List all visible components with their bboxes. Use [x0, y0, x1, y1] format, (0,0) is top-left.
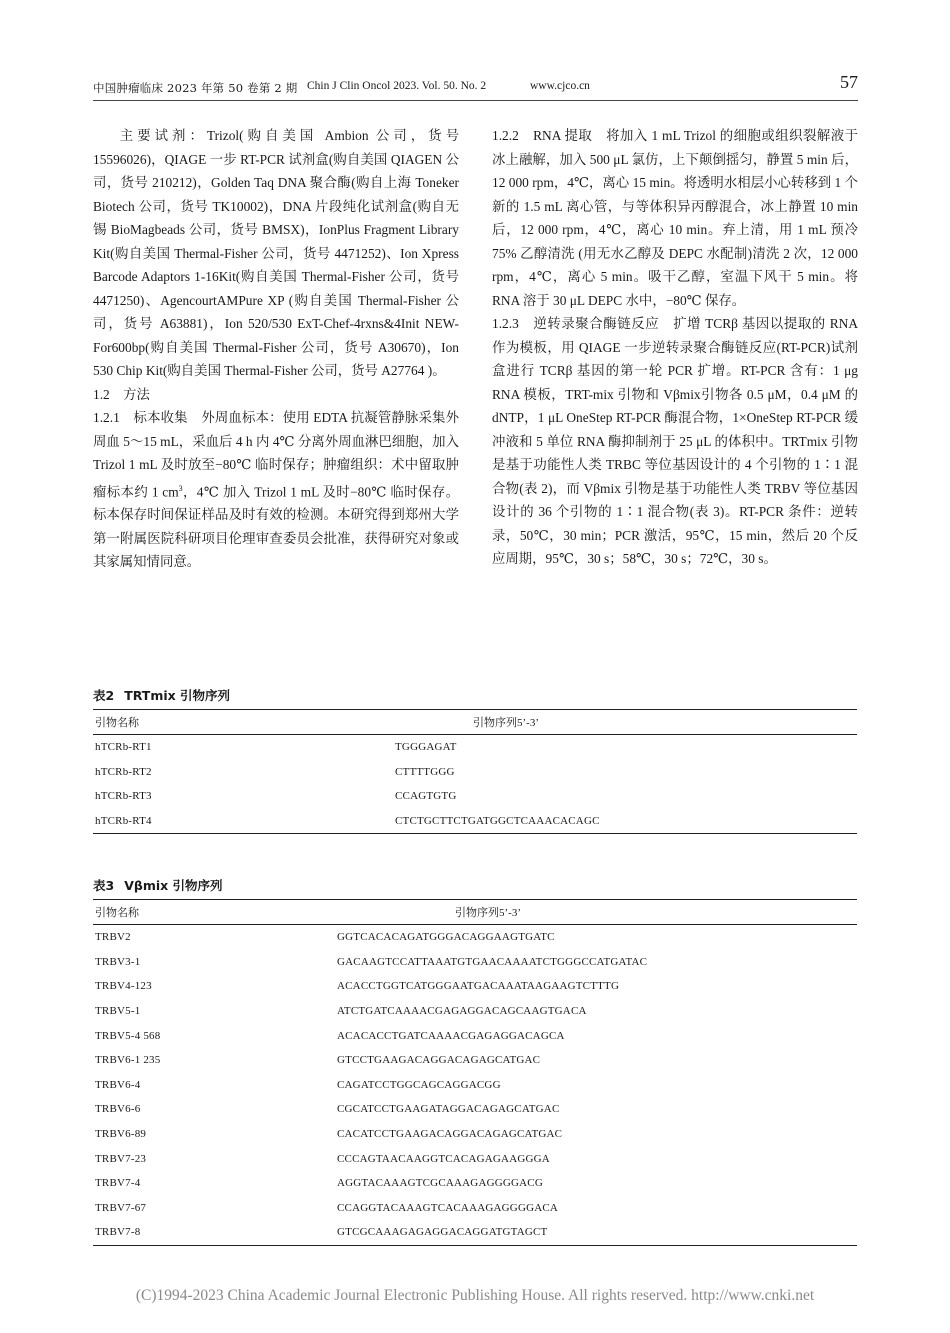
section-1-2-3-title: 1.2.3 逆转录聚合酶链反应 — [492, 316, 660, 331]
section-1-2-1-title: 1.2.1 标本收集 — [93, 410, 188, 425]
table2-title: TRTmix 引物序列 — [124, 688, 231, 703]
table3-vbmix-primers — [93, 899, 857, 1246]
table-header-row — [93, 900, 857, 925]
table-row — [93, 809, 857, 834]
primer-name-cell: hTCRb-RT4 — [95, 815, 152, 828]
rna-extraction-paragraph — [492, 124, 858, 312]
running-header — [93, 72, 858, 101]
rt-pcr-text: 扩增 TCRβ 基因以提取的 RNA 作为模板，用 QIAGE 一步逆转录聚合酶链反应(RT-PCR)试剂盒进行 TCRβ 基因的第一轮 PCR 扩增。RT-PCR 含有：1 μg RNA 模板，TRT-mix 引物和 Vβmix引物各 0.5 μM，0.4 μM 的 dNTP，1 μL OneStep RT-PCR 酶混合物，1×OneStep RT-PCR 缓冲液和 5 单位 RNA 酶抑制剂于 25 μL 的体积中。TRTmix 引物是基于功能性人类 TRBC 等位基因设计的 4 个引物的 1∶1 混合物(表 2)，而 Vβmix 引物是基于功能性人类 TRBV 等位基因设计的 36 个引物的 1∶1 混合物(表 3)。RT-PCR 条件：逆转录，50℃，30 min；PCR 激活，95℃，15 min，然后 20 个反应周期，95℃，30 s；58℃，30 s；72℃，30 s。 — [492, 316, 858, 566]
table-row — [93, 1220, 857, 1245]
sample-collection-text: 外周血标本：使用 EDTA 抗凝管静脉采集外周血 5～15 mL，采血后 4 h 内 4℃ 分离外周血淋巴细胞，加入 Trizol 1 mL 及时放至−80℃ 临时保存；肿瘤组织：术中留取肿瘤标本约 1 cm — [93, 410, 459, 499]
primer-name-cell: TRBV6-4 — [95, 1078, 141, 1091]
primer-name-cell: TRBV7-4 — [95, 1177, 141, 1190]
journal-website[interactable]: www.cjco.cn — [530, 80, 590, 92]
primer-name-cell: TRBV6-89 — [95, 1128, 147, 1141]
primer-sequence-cell: TGGGAGAT — [395, 741, 457, 754]
primer-name-cell: TRBV7-8 — [95, 1226, 141, 1239]
table2-caption — [93, 686, 230, 704]
table-header-row — [93, 710, 857, 735]
table-row — [93, 784, 857, 809]
cubic-superscript: 3 — [178, 483, 183, 493]
table-row — [93, 1073, 857, 1098]
primer-sequence-cell: CCAGGTACAAAGTCACAAAGAGGGGACA — [337, 1201, 559, 1214]
primer-sequence-cell: CCAGTGTG — [395, 790, 457, 803]
table-row — [93, 1048, 857, 1073]
primer-name-cell: hTCRb-RT3 — [95, 790, 152, 803]
journal-name: 中国肿瘤临床 2023 年第 50 卷第 2 期 — [93, 81, 298, 95]
primer-sequence-cell: CGCATCCTGAAGATAGGACAGAGCATGAC — [337, 1103, 560, 1116]
section-1-2-2-title: 1.2.2 RNA 提取 — [492, 128, 593, 143]
primer-name-cell: TRBV5-1 — [95, 1005, 141, 1018]
primer-sequence-cell: ACACCTGGTCATGGGAATGACAAATAAGAAGTCTTTG — [337, 980, 620, 993]
primer-name-cell: hTCRb-RT1 — [95, 741, 152, 754]
primer-sequence-cell: CTTTTGGG — [395, 765, 455, 778]
primer-sequence-cell: GTCCTGAAGACAGGACAGAGCATGAC — [337, 1054, 541, 1067]
table-row — [93, 999, 857, 1024]
table-row — [93, 974, 857, 999]
table3-caption — [93, 876, 223, 894]
primer-name-cell: TRBV7-23 — [95, 1152, 147, 1165]
page-number: 57 — [840, 72, 858, 92]
table2-trtmix-primers — [93, 709, 857, 834]
methods-heading: 1.2 方法 — [93, 386, 150, 402]
primer-sequence-cell: CAGATCCTGGCAGCAGGACGG — [337, 1078, 501, 1091]
table-row — [93, 925, 857, 950]
sample-collection-paragraph — [93, 406, 459, 574]
primer-sequence-cell: ATCTGATCAAAACGAGAGGACAGCAAGTGACA — [337, 1005, 587, 1018]
col-primer-name: 引物名称 — [95, 907, 139, 919]
primer-sequence-cell: GACAAGTCCATTAAATGTGAACAAAATCTGGGCCATGATAC — [337, 955, 648, 968]
table-row — [93, 760, 857, 785]
table-row — [93, 950, 857, 975]
primer-sequence-cell: GGTCACACAGATGGGACAGGAAGTGATC — [337, 931, 555, 944]
sample-collection-text-cont: ，4℃ 加入 Trizol 1 mL 及时−80℃ 临时保存。标本保存时间保证样品及时有效的检测。本研究得到郑州大学第一附属医院科研项目伦理审查委员会批准，获得研究对象或其家属知情同意。 — [93, 483, 459, 570]
col-primer-sequence: 引物序列5’-3’ — [473, 717, 539, 729]
table-row — [93, 735, 857, 760]
table-row — [93, 1122, 857, 1147]
primer-sequence-cell: CTCTGCTTCTGATGGCTCAAACACAGC — [395, 815, 600, 828]
primer-sequence-cell: CACATCCTGAAGACAGGACAGAGCATGAC — [337, 1128, 563, 1141]
primer-name-cell: hTCRb-RT2 — [95, 765, 152, 778]
right-column — [492, 124, 858, 571]
primer-sequence-cell: AGGTACAAAGTCGCAAAGAGGGGACG — [337, 1177, 543, 1190]
table-row — [93, 1196, 857, 1221]
table3-title: Vβmix 引物序列 — [124, 878, 223, 893]
table2-number: 表2 — [93, 688, 115, 703]
primer-name-cell: TRBV4-123 — [95, 980, 152, 993]
table-row — [93, 1146, 857, 1171]
primer-name-cell: TRBV6-1 235 — [95, 1054, 161, 1067]
primer-sequence-cell: CCCAGTAACAAGGTCACAGAGAAGGGA — [337, 1152, 550, 1165]
primer-sequence-cell: GTCGCAAAGAGAGGACAGGATGTAGCT — [337, 1226, 548, 1239]
primer-name-cell: TRBV7-67 — [95, 1201, 147, 1214]
primer-name-cell: TRBV5-4 568 — [95, 1029, 161, 1042]
primer-name-cell: TRBV3-1 — [95, 955, 141, 968]
copyright-footer: (C)1994-2023 China Academic Journal Electronic Publishing House. All rights reserved. http://www.cnki.net — [135, 1287, 815, 1304]
table-row — [93, 1097, 857, 1122]
primer-name-cell: TRBV6-6 — [95, 1103, 141, 1116]
table3-number: 表3 — [93, 878, 115, 893]
journal-citation: Chin J Clin Oncol 2023. Vol. 50. No. 2 — [307, 80, 487, 92]
left-column — [93, 124, 459, 574]
primer-sequence-cell: ACACACCTGATCAAAACGAGAGGACAGCA — [337, 1029, 565, 1042]
table-row — [93, 1171, 857, 1196]
rna-extraction-text: 将加入 1 mL Trizol 的细胞或组织裂解液于冰上融解，加入 500 μL 氯仿，上下颠倒摇匀，静置 5 min 后，12 000 rpm，4℃，离心 15 min。将透明水相层小心转移到 1 个新的 1.5 mL 离心管，与等体积异丙醇混合，冰上静置 10 min 后，12 000 rpm，4℃，离心 10 min。弃上清，用 1 mL 预冷 75% 乙醇清洗 (用无水乙醇及 DEPC 水配制)清洗 2 次，12 000 rpm，4℃，离心 5 min。吸干乙醇，室温下风干 5 min。将 RNA 溶于 30 μL DEPC 水中，−80℃ 保存。 — [492, 128, 858, 308]
table-row — [93, 1023, 857, 1048]
col-primer-sequence: 引物序列5’-3’ — [455, 907, 521, 919]
primer-name-cell: TRBV2 — [95, 931, 131, 944]
reagents-paragraph: 主要试剂：Trizol(购自美国 Ambion 公司，货号 15596026)，QIAGE 一步 RT-PCR 试剂盒(购自美国 QIAGEN 公司，货号 210212)，Golden Taq DNA 聚合酶(购自上海 Toneker Biotech 公司，货号 TK10002)，DNA 片段纯化试剂盒(购自无锡 BioMagbeads 公司，货号 BMSX)，IonPlus Fragment Library Kit(购自美国 Thermal-Fisher 公司，货号 4471252)、Ion Xpress Barcode Adaptors 1-16Kit(购自美国 Thermal-Fisher 公司，货号 4471250)、AgencourtAMPure XP (购自美国 Thermal-Fisher 公司，货号 A63881)，Ion 520/530 ExT-Chef-4rxns&4Init NEW-For600bp(购自美国 Thermal-Fisher 公司，货号 A30670)，Ion 530 Chip Kit(购自美国 Thermal-Fisher 公司，货号 A27764 )。 — [93, 128, 459, 378]
rt-pcr-paragraph — [492, 312, 858, 571]
col-primer-name: 引物名称 — [95, 717, 139, 729]
